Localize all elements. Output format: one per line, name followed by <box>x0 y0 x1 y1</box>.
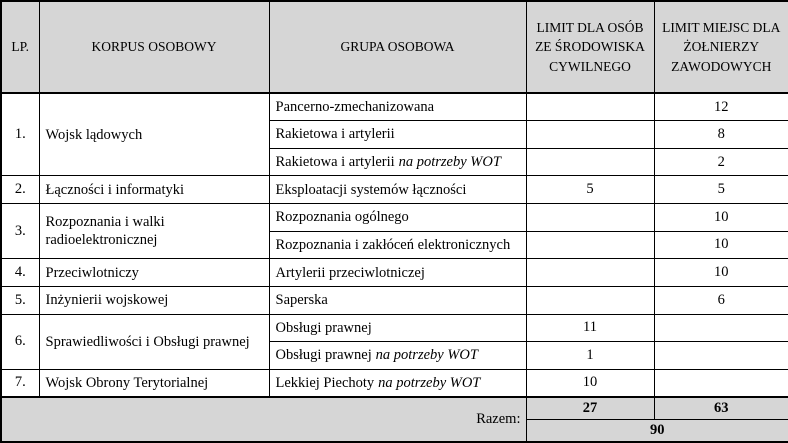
razem-label-cell: Razem: <box>1 397 526 442</box>
cell-lp: 7. <box>1 369 39 397</box>
cell-limit-cywil <box>526 93 654 121</box>
cell-limit-zawod <box>654 342 788 370</box>
cell-grupa <box>269 369 526 397</box>
grupa-wot-label: na potrzeby WOT <box>378 374 481 391</box>
cell-limit-cywil <box>526 259 654 287</box>
cell-limit-cywil: 11 <box>526 314 654 342</box>
cell-grupa <box>269 176 526 204</box>
cell-limit-cywil: 1 <box>526 342 654 370</box>
cell-lp: 6. <box>1 314 39 369</box>
cell-limit-cywil <box>526 148 654 176</box>
grupa-label: Obsługi prawnej <box>275 319 372 336</box>
cell-korpus: Przeciwlotniczy <box>39 259 269 287</box>
cell-lp: 3. <box>1 204 39 259</box>
cell-lp: 5. <box>1 286 39 314</box>
grupa-label: Pancerno-zmechanizowana <box>275 99 435 115</box>
cell-korpus: Wojsk lądowych <box>39 93 269 176</box>
grupa-label: Obsługi prawnej <box>275 347 372 364</box>
cell-grupa <box>269 93 526 121</box>
table-row <box>1 176 788 204</box>
table-row <box>1 286 788 314</box>
table-header-row <box>1 1 788 93</box>
grupa-label: Rozpoznania ogólnego <box>275 209 409 226</box>
header-limit-cywilne: LIMIT DLA OSÓB ZE ŚRODOWISKA CYWILNEGO <box>526 1 654 93</box>
total-zawod-cell: 63 <box>654 397 788 420</box>
grupa-label: Rakietowa i artylerii <box>275 126 395 143</box>
total-cywil-cell: 27 <box>526 397 654 420</box>
grupa-label: Eksploatacji systemów łączności <box>275 181 467 198</box>
cell-korpus: Inżynierii wojskowej <box>39 286 269 314</box>
cell-limit-cywil: 5 <box>526 176 654 204</box>
header-grupa-osobowa: GRUPA OSOBOWA <box>269 1 526 93</box>
header-limit-zawodowi: LIMIT MIEJSC DLA ŻOŁNIERZY ZAWODOWYCH <box>654 1 788 93</box>
cell-korpus: Rozpoznania i walki radioelektronicznej <box>39 204 269 259</box>
grupa-label: Rakietowa i artylerii <box>275 154 395 170</box>
cell-limit-zawod <box>654 314 788 342</box>
cell-limit-cywil <box>526 231 654 259</box>
cell-korpus: Wojsk Obrony Terytorialnej <box>39 369 269 397</box>
cell-grupa <box>269 314 526 342</box>
grupa-wot-label: na potrzeby WOT <box>375 347 478 364</box>
cell-limit-cywil: 10 <box>526 369 654 397</box>
cell-korpus: Łączności i informatyki <box>39 176 269 204</box>
table-row <box>1 314 788 342</box>
cell-grupa <box>269 204 526 232</box>
grupa-label: Artylerii przeciwlotniczej <box>275 264 425 281</box>
cell-limit-zawod: 6 <box>654 286 788 314</box>
cell-grupa <box>269 148 526 176</box>
cell-limit-zawod: 2 <box>654 148 788 176</box>
header-korpus-osobowy: KORPUS OSOBOWY <box>39 1 269 93</box>
cell-limit-zawod: 12 <box>654 93 788 121</box>
grupa-wot-label: na potrzeby WOT <box>398 154 501 170</box>
grupa-label: Rozpoznania i zakłóceń elektronicznych <box>275 236 511 253</box>
table-row <box>1 93 788 121</box>
grupa-label: Saperska <box>275 292 328 309</box>
table-row <box>1 204 788 232</box>
total-all-cell: 90 <box>526 419 788 442</box>
cell-grupa <box>269 121 526 149</box>
cell-limit-cywil <box>526 121 654 149</box>
cell-limit-zawod: 8 <box>654 121 788 149</box>
cell-limit-zawod <box>654 369 788 397</box>
table-row <box>1 369 788 397</box>
cell-limit-zawod: 10 <box>654 204 788 232</box>
cell-limit-zawod: 5 <box>654 176 788 204</box>
cell-lp: 1. <box>1 93 39 176</box>
cell-korpus: Sprawiedliwości i Obsługi prawnej <box>39 314 269 369</box>
cell-limit-cywil <box>526 204 654 232</box>
header-lp: LP. <box>1 1 39 93</box>
cell-limit-cywil <box>526 286 654 314</box>
cell-grupa <box>269 259 526 287</box>
table-row <box>1 259 788 287</box>
table-footer-row <box>1 397 788 420</box>
grupa-label: Lekkiej Piechoty <box>275 374 375 391</box>
cell-lp: 4. <box>1 259 39 287</box>
cell-grupa <box>269 231 526 259</box>
cell-grupa <box>269 286 526 314</box>
cell-grupa <box>269 342 526 370</box>
cell-lp: 2. <box>1 176 39 204</box>
cell-limit-zawod: 10 <box>654 259 788 287</box>
cell-limit-zawod: 10 <box>654 231 788 259</box>
